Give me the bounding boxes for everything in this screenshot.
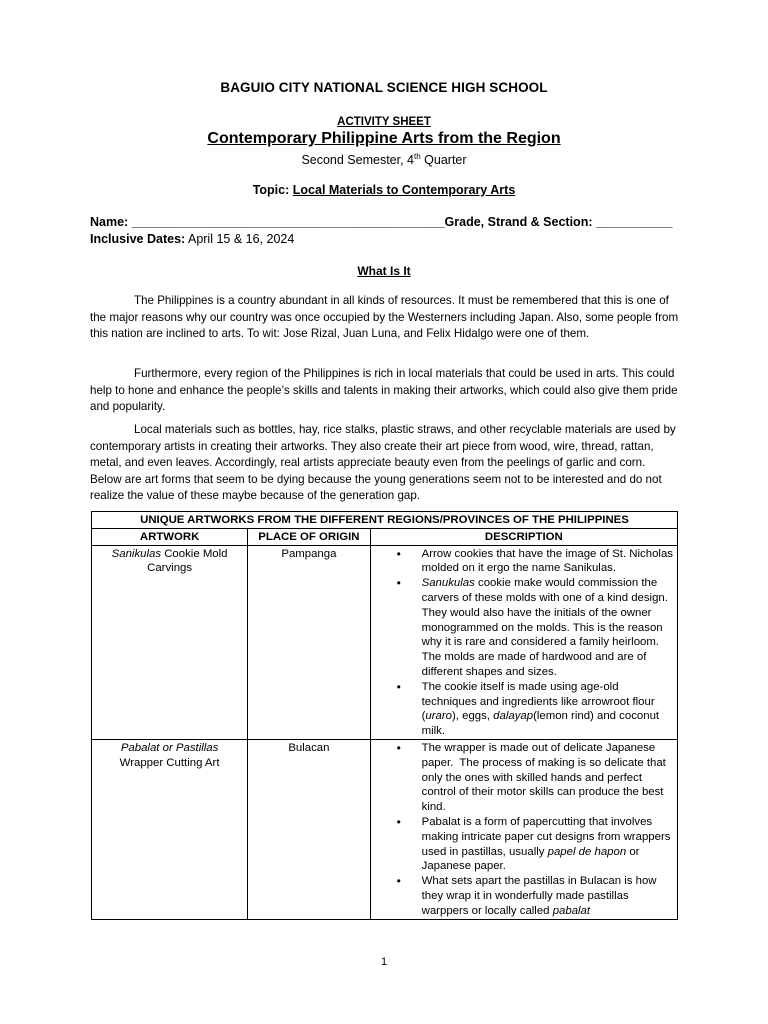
artwork-name-italic: Pabalat or Pastillas <box>120 741 219 754</box>
description-list <box>375 741 673 919</box>
table-row <box>92 739 678 919</box>
artwork-cell <box>92 739 248 919</box>
inclusive-dates-line <box>90 232 294 246</box>
description-item: • The cookie itself is made using age-old techniques and ingredients like arrowroot flour (uraro), eggs, dalayap(lemon rind) and coconut milk. <box>422 680 673 739</box>
name-label: Name: <box>90 215 129 229</box>
table-title: UNIQUE ARTWORKS FROM THE DIFFERENT REGIONS/PROVINCES OF THE PHILIPPINES <box>92 512 678 529</box>
name-grade-line <box>90 215 690 229</box>
activity-label: ACTIVITY SHEET <box>337 116 431 128</box>
description-cell <box>370 545 677 739</box>
dates-value: April 15 & 16, 2024 <box>187 232 295 246</box>
column-header-artwork: ARTWORK <box>92 528 248 545</box>
column-header-description: DESCRIPTION <box>370 528 677 545</box>
semester-line <box>0 152 768 167</box>
grade-label: Grade, Strand & Section: <box>444 215 593 229</box>
place-cell: Pampanga <box>248 545 370 739</box>
grade-blank: ___________ <box>595 215 673 229</box>
page-title: Contemporary Philippine Arts from the Region <box>207 130 561 147</box>
paragraph-2: Furthermore, every region of the Philippines is rich in local materials that could be used in arts. This could help to hone and enhance the people’s skills and talents in making their artworks, which could also give them pride and popularity. <box>90 367 678 414</box>
artwork-name-rest: Cookie Mold Carvings <box>147 547 228 575</box>
description-item: • Arrow cookies that have the image of St. Nicholas molded on it ergo the name Sanikulas. <box>422 547 673 577</box>
paragraph-1: The Philippines is a country abundant in all kinds of resources. It must be remembered that this is one of the major reasons why our country was once occupied by the Westerners including Japan. Also, some people from this nation are inclined to arts. To wit: Jose Rizal, Juan Luna, and Felix Hidalgo were one of them. <box>90 294 679 341</box>
description-item: • The wrapper is made out of delicate Japanese paper. The process of making is so delicate that only the ones with skilled hands and perfect control of their motor skills can produce the best kind. <box>422 741 673 815</box>
artwork-name-rest: Wrapper Cutting Art <box>119 756 220 769</box>
artwork-name-italic: Sanikulas <box>111 547 162 560</box>
semester-suffix: Quarter <box>420 153 467 168</box>
artworks-table <box>91 511 678 920</box>
description-cell <box>370 739 677 919</box>
artwork-cell <box>92 545 248 739</box>
description-list <box>375 547 673 739</box>
school-name: BAGUIO CITY NATIONAL SCIENCE HIGH SCHOOL <box>220 80 548 95</box>
dates-label: Inclusive Dates: <box>90 232 186 246</box>
topic-line <box>0 183 768 197</box>
table-header-row <box>92 528 678 545</box>
page-number: 1 <box>380 956 388 968</box>
topic-label: Topic: <box>252 183 290 197</box>
place-cell: Bulacan <box>248 739 370 919</box>
topic-value: Local Materials to Contemporary Arts <box>292 183 516 197</box>
description-item: • What sets apart the pastillas in Bulacan is how they wrap it in wonderfully made pastillas warppers or locally called pabalat <box>422 874 673 918</box>
table-row <box>92 545 678 739</box>
paragraph-3: Local materials such as bottles, hay, rice stalks, plastic straws, and other recyclable materials are used by contemporary artists in creating their artworks. They also create their art piece from wood, wire, thread, rattan, metal, and even leaves. Accordingly, real artists appreciate beauty even from the peelings of garlic and corn. Below are art forms that seem to be dying because the young generations seem not to be interested and do not realize the value of these maybe because of the generation gap. <box>90 423 676 503</box>
section-heading: What Is It <box>357 264 411 278</box>
semester-prefix: Second Semester, 4 <box>301 153 415 168</box>
semester-superscript: th <box>414 152 421 161</box>
column-header-place: PLACE OF ORIGIN <box>248 528 370 545</box>
name-blank: _____________________________________________ <box>131 215 445 229</box>
description-item: • Pabalat is a form of papercutting that involves making intricate paper cut designs from wrappers used in pastillas, usually papel de hapon or Japanese paper. <box>422 815 673 874</box>
table-title-row <box>92 512 678 529</box>
description-item: • Sanukulas cookie make would commission the carvers of these molds with one of a kind design. They would also have the initials of the owner monogrammed on the molds. This is the reason why it is rare and considered a family heirloom. The molds are made of hardwood and are of different shapes and sizes. <box>422 576 673 680</box>
